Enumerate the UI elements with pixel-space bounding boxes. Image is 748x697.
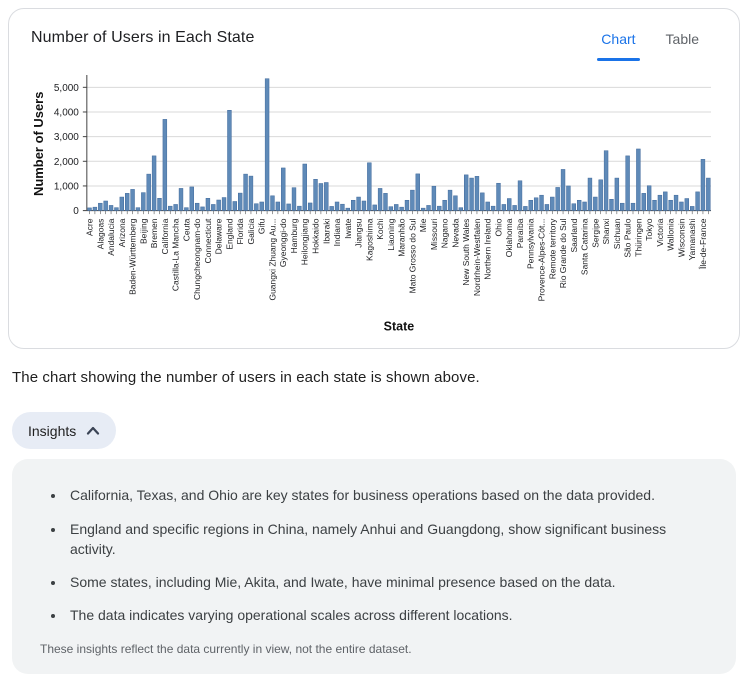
bar (179, 188, 183, 210)
bar (685, 199, 689, 211)
x-axis-label: Nevada (450, 218, 461, 248)
bar (378, 188, 382, 210)
bar (658, 195, 662, 210)
x-axis-label: Guangxi Zhuang Au... (267, 218, 278, 301)
bar (238, 193, 242, 211)
bar (443, 200, 447, 210)
bar (335, 202, 339, 211)
x-axis-label: California (159, 218, 170, 255)
x-axis-label: Andalucia (106, 218, 117, 256)
x-axis-label: Alagoas (95, 218, 106, 250)
bar (222, 198, 226, 211)
bar (114, 208, 118, 211)
bar (577, 200, 581, 210)
bar (152, 156, 156, 211)
x-axis-label: Hamburg (288, 218, 299, 254)
bar (545, 204, 549, 210)
bar (147, 174, 151, 210)
bar (534, 198, 538, 211)
bar (394, 204, 398, 210)
bar (523, 206, 527, 210)
bar (367, 163, 371, 211)
x-axis-label: Kochi (375, 218, 386, 240)
bar (163, 119, 167, 210)
bar (319, 183, 323, 210)
bar (244, 174, 248, 210)
y-tick-label: 4,000 (53, 107, 79, 119)
bar (141, 193, 145, 211)
insight-item: • England and specific regions in China, namely Anhui and Guangdong, show significant business activity. (66, 519, 686, 560)
x-axis-label: Ibaraki (321, 218, 332, 244)
x-axis-label: Nordrhein-Westfalen (471, 218, 482, 297)
x-axis-label: Bremen (149, 218, 160, 249)
x-axis-label: Hokkaido (310, 218, 321, 254)
x-axis-label: Maranhão (396, 218, 407, 257)
x-axis-label: Sergipe (590, 218, 601, 248)
bar (610, 199, 614, 210)
bar (287, 204, 291, 211)
x-axis-label: Castilla-La Mancha (170, 218, 181, 292)
bar (297, 206, 301, 210)
x-axis-label: Oklahoma (504, 218, 515, 258)
x-axis-label: Iwate (342, 218, 353, 239)
x-axis-label: Galicia (245, 218, 256, 245)
bar (362, 201, 366, 211)
x-axis-label: Florida (235, 218, 246, 245)
bar (561, 169, 565, 210)
bar (647, 186, 651, 211)
bar (432, 186, 436, 210)
bar (389, 207, 393, 211)
x-axis-label: Saarland (568, 218, 579, 253)
bar (459, 208, 463, 211)
x-axis-label: Wallonia (665, 218, 676, 251)
bar (497, 183, 501, 210)
bar (346, 208, 350, 210)
x-axis-label: Mie (418, 218, 429, 233)
x-axis-label: Acre (84, 218, 95, 236)
bar (109, 205, 113, 210)
x-axis-label: Pennsylvania (525, 218, 536, 269)
bar (701, 159, 705, 210)
tab-bar (599, 29, 701, 61)
y-tick-label: 5,000 (53, 82, 79, 94)
insights-toggle-button[interactable] (12, 412, 116, 449)
bar (480, 193, 484, 211)
x-axis-label: Gyeonggi-do (278, 218, 289, 268)
x-axis-label: Arizona (116, 218, 127, 248)
bar (470, 178, 474, 211)
bar (314, 179, 318, 210)
bar (308, 203, 312, 211)
bar (384, 193, 388, 210)
bar (626, 156, 630, 211)
bar (190, 187, 194, 211)
y-tick-label: 3,000 (53, 132, 79, 144)
bar (281, 168, 285, 211)
y-tick-label: 1,000 (53, 181, 79, 193)
x-axis-label: Sichuan (611, 218, 622, 250)
x-axis-label: Provence-Alpes-Côt... (536, 218, 547, 302)
card-title: Number of Users in Each State (31, 29, 255, 46)
y-axis-title: Number of Users (30, 91, 46, 196)
bar (233, 201, 237, 210)
x-axis-label: Gifu (256, 218, 267, 235)
bar (437, 206, 441, 210)
x-axis-label: Heilongjiang (299, 218, 310, 266)
bar (271, 196, 275, 211)
x-axis-label: Ceuta (181, 218, 192, 242)
bar (276, 202, 280, 211)
bar (158, 198, 162, 210)
bar (340, 204, 344, 210)
bar (93, 207, 97, 210)
bar (131, 189, 135, 210)
bar (206, 198, 210, 210)
bar (201, 207, 205, 211)
x-axis-label: Rio Grande do Sul (558, 218, 569, 289)
chevron-up-icon (86, 426, 100, 435)
x-axis-label: New South Wales (461, 218, 472, 286)
insight-item: • The data indicates varying operational scales across different locations. (66, 605, 686, 625)
x-axis-label: Mato Grosso do Sul (407, 218, 418, 294)
bar (690, 206, 694, 210)
bar (593, 197, 597, 211)
bar (507, 199, 511, 211)
bar (303, 164, 307, 211)
x-axis-label: Nagano (439, 218, 450, 249)
y-tick-label: 0 (73, 206, 79, 218)
bar (491, 206, 495, 210)
bar (453, 196, 457, 211)
bar (211, 204, 215, 210)
x-axis-label: Tokyo (644, 218, 655, 241)
chart-card (8, 8, 740, 349)
bar (706, 178, 710, 211)
x-axis-label: Missouri (428, 218, 439, 251)
bar (663, 192, 667, 211)
bar (324, 182, 328, 210)
insight-item: • Some states, including Mie, Akita, and Iwate, have minimal presence based on the data. (66, 572, 686, 592)
bar (653, 200, 657, 210)
x-axis-label: Delaware (213, 218, 224, 255)
bar (373, 205, 377, 211)
insights-button-label: Insights (28, 422, 77, 439)
x-axis-label: Wisconsin (676, 218, 687, 258)
bar (566, 186, 570, 211)
insights-footnote: These insights reflect the data currently in view, not the entire dataset. (40, 641, 412, 656)
x-axis-label: Ohio (493, 218, 504, 237)
bar (599, 180, 603, 211)
bar (518, 181, 522, 211)
bar (292, 188, 296, 211)
bar (104, 201, 108, 211)
bar (486, 202, 490, 211)
bar (421, 208, 425, 210)
bar (416, 174, 420, 211)
bar (260, 202, 264, 211)
bar (254, 204, 258, 211)
bar (540, 195, 544, 210)
x-axis-label: Beijing (138, 218, 149, 245)
bar (502, 204, 506, 210)
x-axis-label: England (224, 218, 235, 250)
bar (696, 192, 700, 211)
bar (330, 206, 334, 210)
bar (583, 202, 587, 211)
x-axis-label: São Paulo (622, 218, 633, 258)
bar (674, 195, 678, 210)
bar-chart-svg (25, 73, 723, 336)
bar (88, 208, 92, 211)
x-axis-label: Jiangsu (353, 218, 364, 248)
x-axis-label: Shanxi (601, 218, 612, 245)
bar (249, 176, 253, 211)
bar (550, 197, 554, 211)
bar (217, 200, 221, 211)
bar (642, 193, 646, 210)
bar (405, 200, 409, 210)
bar (448, 190, 452, 210)
x-axis-label: Kagoshima (364, 218, 375, 261)
bar (464, 175, 468, 211)
x-axis-label: Indiana (332, 218, 343, 247)
bar (604, 151, 608, 211)
bar (120, 197, 124, 211)
bar (98, 203, 102, 210)
bar (556, 187, 560, 210)
bar (572, 204, 576, 211)
x-axis-label: Île-de-France (697, 218, 708, 269)
bar (669, 200, 673, 210)
x-axis-label: Northern Ireland (482, 218, 493, 280)
x-axis-label: Yamanashi (687, 218, 698, 261)
x-axis-label: Liaoning (385, 218, 396, 251)
x-axis-title: State (383, 319, 415, 334)
card-header (25, 23, 723, 63)
bar (636, 149, 640, 211)
bar (136, 208, 140, 211)
insight-item: • California, Texas, and Ohio are key states for business operations based on the data provided. (66, 485, 686, 505)
bar (588, 178, 592, 211)
insights-list (66, 485, 708, 625)
bar-chart (25, 73, 723, 336)
bar (227, 110, 231, 210)
bar (620, 203, 624, 210)
insights-panel (12, 459, 736, 673)
bar (475, 176, 479, 210)
bar (351, 200, 355, 210)
x-axis-label: Thüringen (633, 218, 644, 257)
bar (125, 193, 129, 210)
bar (615, 178, 619, 211)
bar (400, 207, 404, 210)
x-axis-label: Victoria (654, 218, 665, 247)
x-axis-label: Baden-Württemberg (127, 218, 138, 295)
x-axis-label: Paraíba (514, 218, 525, 249)
bar (184, 208, 188, 211)
chart-caption: The chart showing the number of users in each state is shown above. (12, 369, 480, 387)
x-axis-label: Chungcheongnam-do (192, 218, 203, 301)
bar (174, 204, 178, 210)
bar (410, 190, 414, 210)
tab-chart[interactable]: Chart (599, 29, 637, 61)
bar (168, 206, 172, 210)
bar (631, 203, 635, 210)
x-axis-label: Connecticut (202, 218, 213, 264)
bar (357, 197, 361, 211)
bar (679, 202, 683, 211)
y-tick-label: 2,000 (53, 156, 79, 168)
bar (265, 79, 269, 211)
bar (195, 203, 199, 210)
x-axis-label: Remote territory (547, 218, 558, 280)
bar (529, 200, 533, 210)
bar (513, 205, 517, 210)
tab-table[interactable]: Table (664, 29, 701, 61)
x-axis-label: Santa Catarina (579, 218, 590, 276)
bar (427, 205, 431, 210)
